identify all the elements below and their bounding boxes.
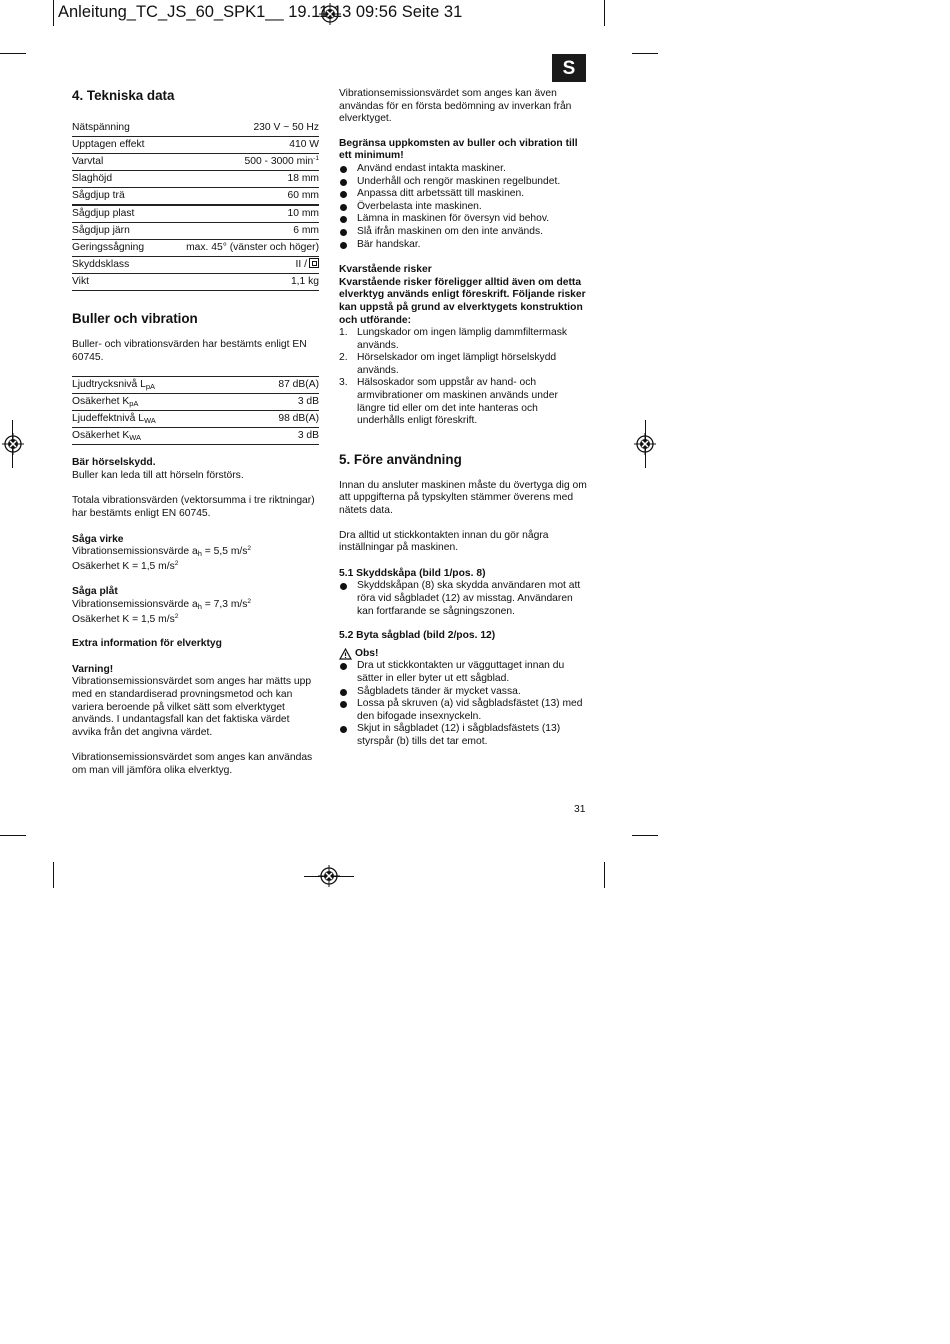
list-item [339, 580, 587, 618]
bullet-icon [339, 213, 357, 226]
paragraph: Totala vibrationsvärden (vektorsumma i tre riktningar) har bestämts enligt EN 60745. [72, 495, 315, 519]
table-row [72, 188, 319, 206]
subheading: 5.2 Byta sågblad (bild 2/pos. 12) [339, 630, 496, 642]
superscript: -1 [313, 155, 319, 162]
paragraph: Vibrationsemissionsvärdet som anges kan även användas för en första bedömning av inverkan från elverktyget. [339, 88, 572, 125]
bullet-icon [339, 226, 357, 239]
table-label: Ljudeffektnivå $L_{WA}$ [72, 413, 156, 426]
table-value: 500 - 3000 $\min^{-1}$ [244, 155, 319, 167]
paragraph: Buller kan leda till att hörseln förstörs. [72, 469, 244, 481]
page-number: 31 [574, 804, 586, 815]
list-number: 2. [339, 352, 348, 364]
list-item-text: Anpassa ditt arbetssätt till maskinen. [357, 188, 525, 200]
bullet-icon [339, 660, 357, 685]
table-value: 6 mm [293, 225, 319, 236]
subheading: 5.1 Skyddskåpa (bild 1/pos. 8) [339, 567, 486, 579]
table-value: 410 W [289, 139, 319, 150]
right-column [339, 88, 587, 749]
bold-paragraph: Kvarstående risker föreligger alltid även om detta elverktyg används enligt föreskrift. Följande risker kan uppstå på grund av elverktygets konstruktion och utförande: [339, 276, 586, 326]
subscript: pA [145, 382, 156, 392]
list-item-text: Skjut in sågbladet (12) i sågbladsfästets (13) styrspår (b) tills det tar emot. [357, 723, 561, 747]
crop-mark [0, 53, 26, 54]
list-item [339, 686, 587, 699]
noise-table [72, 376, 319, 445]
table-row [72, 428, 319, 445]
paragraph: Dra alltid ut stickkontakten innan du gör några inställningar på maskinen. [339, 529, 549, 554]
table-label: Sågdjup plast [72, 208, 135, 219]
table-value: 3 dB [297, 396, 319, 408]
subscript: WA [129, 433, 142, 443]
list-item-text: Lungskador om ingen lämplig dammfiltermask används. [357, 327, 568, 351]
list-item-text: Bär handskar. [357, 238, 421, 250]
list-item [339, 163, 587, 176]
table-row [72, 377, 319, 394]
language-badge: S [552, 54, 586, 82]
table-label: Nätspänning [72, 122, 130, 133]
table-value: 230 V ~ 50 Hz [253, 122, 319, 133]
bullet-icon [339, 686, 357, 699]
table-label: Skyddsklass [72, 259, 130, 270]
value-line: Vibrationsemissionsvärde $a_h = 5,5$ $m/s^2$ [72, 545, 252, 559]
subheading: Varning! [72, 663, 114, 675]
paragraph: Innan du ansluter maskinen måste du övertyga dig om att uppgifterna på typskylten stämmer överens med nätets data. [339, 479, 587, 517]
table-label: Slaghöjd [72, 173, 113, 184]
registration-mark-icon [634, 433, 656, 455]
tech-table [72, 120, 319, 291]
table-value: 3 dB [297, 430, 319, 442]
bullet-icon [339, 239, 357, 252]
bullet-icon [339, 580, 357, 618]
table-value: 10 mm [287, 208, 319, 219]
list-item-text: Hälsoskador som uppstår av hand- och armvibrationer om maskinen används under längre tid eller om det inte hanteras och underhålls enligt föreskrift. [357, 377, 558, 427]
bullet-list [339, 660, 587, 748]
table-row [72, 411, 319, 428]
table-value: 60 mm [287, 190, 319, 201]
list-number: 1. [339, 327, 348, 339]
paragraph: Buller- och vibrationsvärden har bestämts enligt EN 60745. [72, 339, 307, 363]
table-row [72, 154, 319, 171]
list-item [339, 698, 587, 723]
list-item [339, 377, 587, 427]
crop-mark [604, 862, 605, 888]
table-row [72, 240, 319, 257]
subheading: Begränsa uppkomsten av buller och vibration till ett minimum! [339, 137, 578, 162]
table-value: 1,1 kg [290, 276, 319, 287]
table-row [72, 274, 319, 291]
table-row [72, 257, 319, 274]
bullet-icon [339, 723, 357, 748]
subscript: WA [143, 416, 156, 426]
table-label: Sågdjup trä [72, 190, 125, 201]
list-item-text: Hörselskador om inget lämpligt hörselskydd används. [357, 352, 557, 376]
list-item-text: Lämna in maskinen för översyn vid behov. [357, 213, 550, 225]
bullet-icon [339, 176, 357, 189]
list-item-text: Dra ut stickkontakten ur vägguttaget innan du sätter in eller byter ut ett sågblad. [357, 660, 565, 684]
paragraph: Vibrationsemissionsvärdet som anges har mätts upp med en standardiserad provningsmetod och kan variera beroende på vilket sätt som elverktyget används. I undantagsfall kan det faktiska värdet avvika från det angivna värdet. [72, 676, 312, 738]
section-title: Buller och vibration [72, 311, 198, 326]
crop-mark [0, 835, 26, 836]
table-label: Osäkerhet $K_{pA}$ [72, 396, 139, 409]
list-item [339, 723, 587, 748]
bullet-icon [339, 698, 357, 723]
table-label: Upptagen effekt [72, 139, 145, 150]
list-item-text: Överbelasta inte maskinen. [357, 200, 482, 212]
crop-mark [632, 835, 658, 836]
print-header: Anleitung_TC_JS_60_SPK1__ 19.11.13 09:56 Seite 31 [58, 3, 463, 21]
list-item-text: Sågbladets tänder är mycket vassa. [357, 685, 521, 697]
bullet-icon [339, 188, 357, 201]
obs-line: Obs! [339, 648, 587, 661]
list-item-text: Använd endast intakta maskiner. [357, 162, 506, 174]
list-item [339, 176, 587, 189]
list-item-text: Skyddskåpan (8) ska skydda användaren mot att röra vid sågbladet (12) av misstag. Användaren kan fortfarande se sågningszonen. [357, 580, 581, 617]
section-title: 5. Före användning [339, 451, 462, 467]
list-item [339, 213, 587, 226]
bullet-icon [339, 163, 357, 176]
crop-mark [604, 0, 605, 26]
table-label: Sågdjup järn [72, 225, 130, 236]
table-label: Vikt [72, 276, 89, 287]
paragraph: Vibrationsemissionsvärdet som anges kan användas om man vill jämföra olika elverktyg. [72, 752, 313, 776]
table-value: max. 45° (vänster och höger) [186, 242, 319, 253]
table-label: Ljudtrycksnivå $L_{pA}$ [72, 379, 156, 392]
crop-mark [53, 862, 54, 888]
subheading: Kvarstående risker [339, 264, 432, 276]
table-row [72, 223, 319, 240]
section-title: 4. Tekniska data [72, 88, 175, 103]
table-row [72, 137, 319, 154]
table-label: Osäkerhet $K_{WA}$ [72, 430, 142, 443]
list-item-text: Lossa på skruven (a) vid sågbladsfästet (13) med den bifogade insexnyckeln. [357, 698, 583, 722]
bullet-list [339, 163, 587, 251]
list-item [339, 660, 587, 685]
value-line: Vibrationsemissionsvärde $a_h = 7,3$ $m/s^2$ [72, 597, 252, 611]
subheading: Bär hörselskydd. [72, 457, 156, 469]
bullet-icon [339, 201, 357, 214]
list-number: 3. [339, 377, 348, 389]
registration-mark-icon [318, 865, 340, 887]
subscript: pA [129, 399, 139, 409]
value-line: Osäkerhet K = 1,5 $m/s^2$ [72, 559, 179, 572]
list-item-text: Slå ifrån maskinen om den inte används. [357, 225, 544, 237]
subheading: Såga virke [72, 533, 124, 545]
list-item [339, 327, 587, 352]
subheading: Extra information för elverktyg [72, 638, 222, 650]
crop-mark [53, 0, 54, 26]
table-label: Geringssågning [72, 242, 145, 253]
table-label: Varvtal [72, 156, 104, 167]
list-item [339, 226, 587, 239]
list-item [339, 188, 587, 201]
table-value: II / [296, 257, 319, 273]
table-value: 98 dB(A) [278, 413, 319, 425]
warning-triangle-icon [339, 648, 352, 660]
subheading: Såga plåt [72, 586, 118, 598]
list-item [339, 239, 587, 252]
double-insulation-icon [309, 258, 319, 268]
table-value: 18 mm [287, 173, 319, 184]
crop-mark [632, 53, 658, 54]
table-value: 87 dB(A) [278, 379, 319, 391]
table-row [72, 120, 319, 137]
numbered-list [339, 327, 587, 428]
table-row [72, 171, 319, 188]
list-item [339, 201, 587, 214]
left-column [72, 88, 319, 777]
list-item-text: Underhåll och rengör maskinen regelbundet. [357, 175, 561, 187]
registration-mark-icon [2, 433, 24, 455]
value-line: Osäkerhet K = 1,5 $m/s^2$ [72, 612, 179, 625]
list-item [339, 352, 587, 377]
table-row [72, 206, 319, 223]
bullet-list [339, 580, 587, 618]
table-row [72, 394, 319, 411]
